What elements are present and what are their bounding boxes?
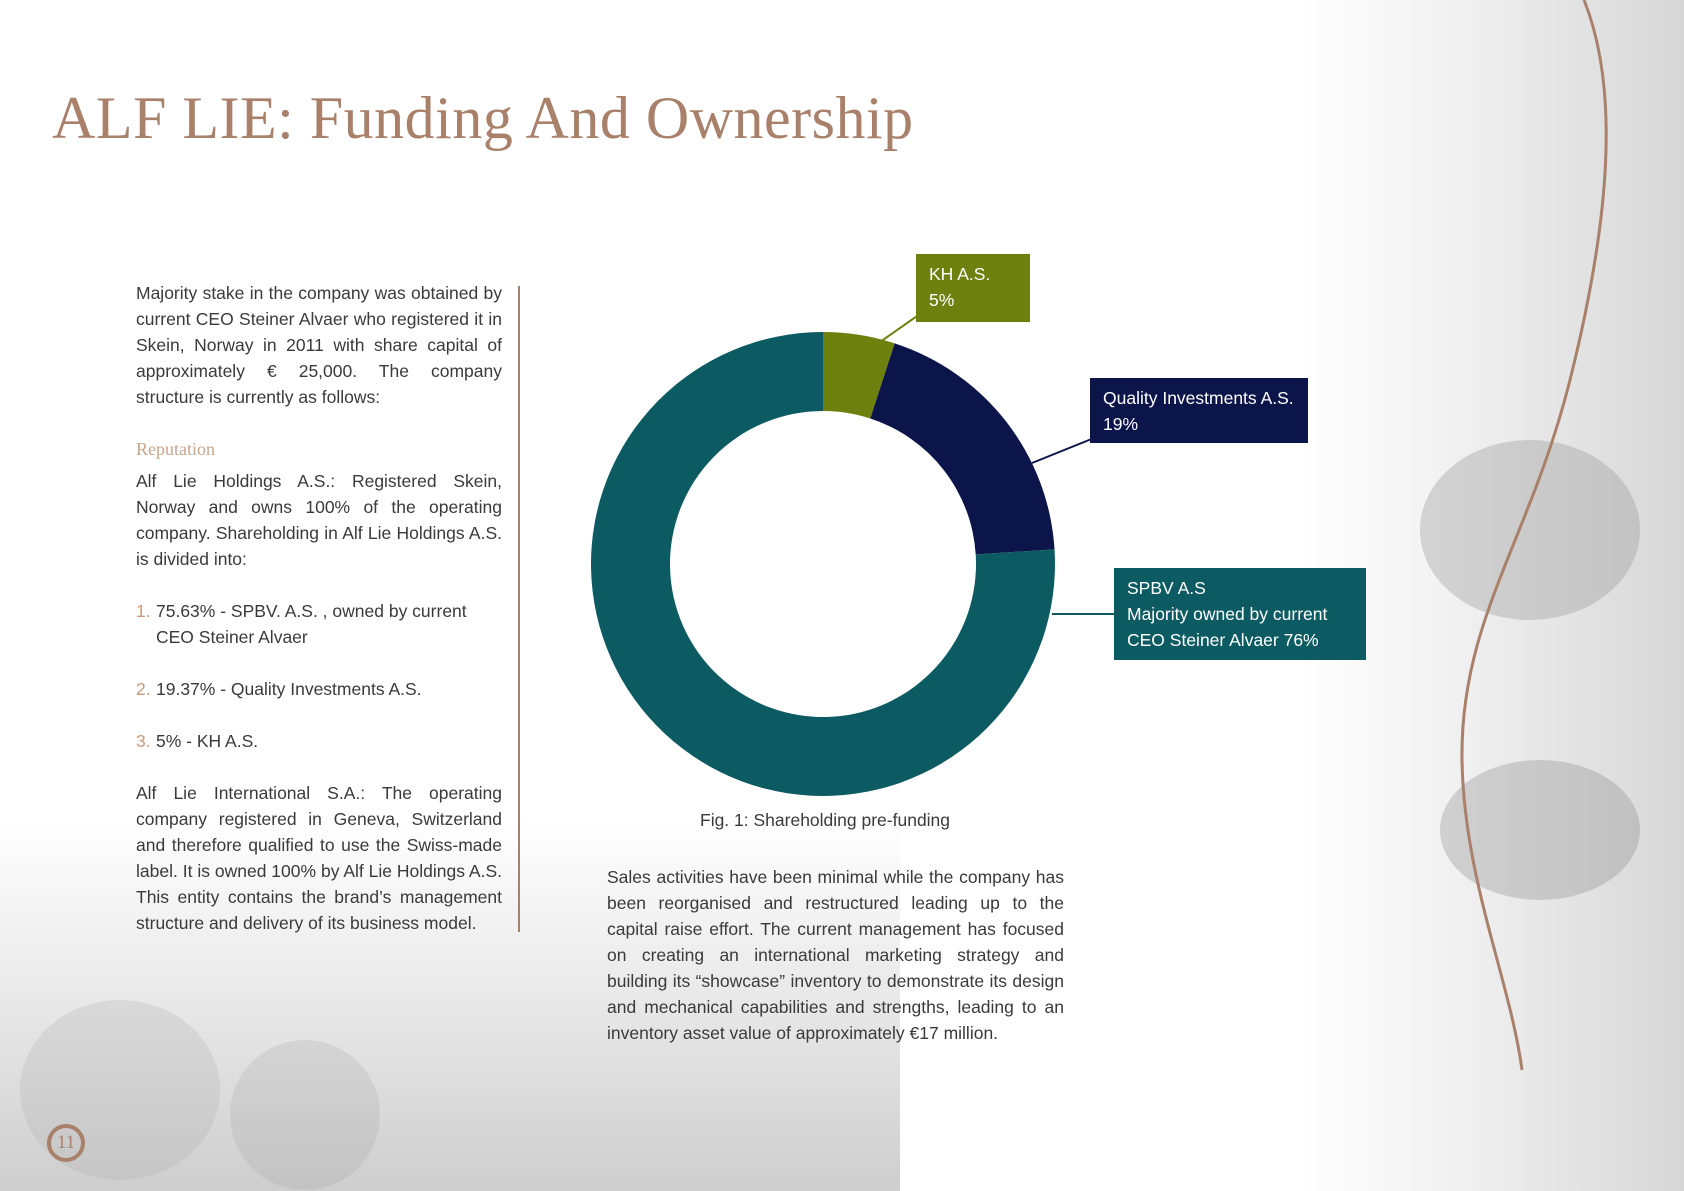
leader-line-spbv bbox=[1052, 613, 1114, 615]
page-title: ALF LIE: Funding And Ownership bbox=[52, 85, 914, 151]
callout-value: 5% bbox=[929, 290, 955, 310]
page-number: 11 bbox=[47, 1124, 85, 1162]
callout-spbv bbox=[1114, 568, 1366, 660]
callout-label: SPBV A.S bbox=[1127, 578, 1206, 598]
callout-label: KH A.S. bbox=[929, 264, 991, 284]
international-paragraph: Alf Lie International S.A.: The operating company registered in Geneva, Switzerland and therefore qualified to use the Swiss-made label. It is owned 100% by Alf Lie Holdings A.S. This entity contains the brand’s management structure and delivery of its business model. bbox=[136, 783, 502, 933]
callout-label: Quality Investments A.S. bbox=[1103, 388, 1294, 408]
background-bell-shape bbox=[230, 1040, 380, 1190]
list-text: 19.37% - Quality Investments A.S. bbox=[156, 679, 422, 699]
left-column bbox=[136, 280, 502, 936]
leader-line-quality-investments bbox=[1032, 438, 1094, 463]
callout-label-line2: Majority owned by current bbox=[1127, 604, 1328, 624]
list-item bbox=[136, 598, 502, 650]
intro-paragraph: Majority stake in the company was obtained by current CEO Steiner Alvaer who registered it in Skein, Norway in 2011 with share capital of approximately € 25,000. The company structure is currently as follows: bbox=[136, 283, 502, 407]
holdings-paragraph: Alf Lie Holdings A.S.: Registered Skein, Norway and owns 100% of the operating company. Shareholding in Alf Lie Holdings A.S. is divided into: bbox=[136, 471, 502, 569]
list-item bbox=[136, 676, 502, 702]
shareholding-donut-chart bbox=[580, 250, 1100, 810]
list-item bbox=[136, 728, 502, 754]
callout-quality-investments bbox=[1090, 378, 1308, 443]
callout-label-line3: CEO Steiner Alvaer 76% bbox=[1127, 630, 1319, 650]
list-number: 2. bbox=[136, 679, 151, 699]
list-number: 3. bbox=[136, 731, 151, 751]
section-heading: Reputation bbox=[136, 439, 215, 459]
callout-kh bbox=[916, 254, 1030, 322]
list-number: 1. bbox=[136, 601, 151, 621]
shareholding-list bbox=[136, 598, 502, 754]
callout-value: 19% bbox=[1103, 414, 1139, 434]
sales-paragraph: Sales activities have been minimal while the company has been reorganised and restructured leading up to the capital raise effort. The current management has focused on creating an international marketing strategy and building its “showcase” inventory to demonstrate its design and mechanical capabilities and strengths, leading to an inventory asset value of approximately €17 million. bbox=[607, 867, 1064, 1043]
figure-caption: Fig. 1: Shareholding pre-funding bbox=[700, 810, 951, 830]
column-divider bbox=[518, 286, 520, 932]
leader-line-kh bbox=[880, 314, 920, 342]
list-text: 5% - KH A.S. bbox=[156, 731, 259, 751]
decorative-curve bbox=[1450, 0, 1630, 1080]
donut-slice-quality-investments bbox=[870, 343, 1054, 554]
list-text: 75.63% - SPBV. A.S. , owned by current CEO Steiner Alvaer bbox=[156, 601, 467, 647]
